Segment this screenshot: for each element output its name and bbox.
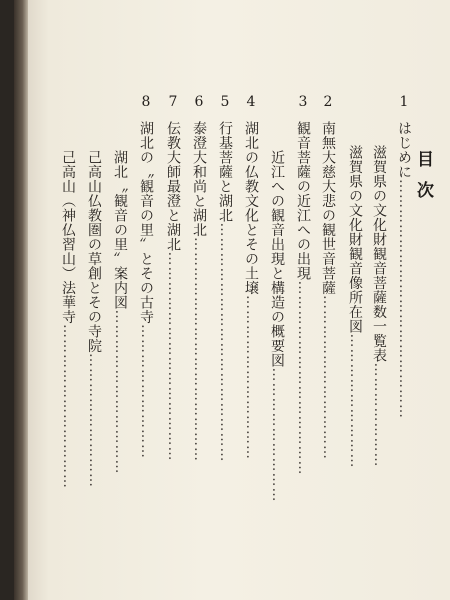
toc-entry (270, 150, 284, 503)
toc-entry (192, 95, 206, 462)
toc-entry (61, 150, 75, 489)
entry-title: 湖北の〝観音の里〟とその古寺 (138, 121, 154, 324)
toc-entry (139, 95, 153, 459)
page-gutter (14, 0, 28, 600)
leader-dots: ……………………… (269, 367, 285, 503)
entry-title: 滋賀県の文化財観音像所在図 (347, 145, 363, 334)
leader-dots: ……………………… (347, 333, 363, 469)
entry-number: 7 (168, 95, 178, 109)
toc-entry (244, 95, 258, 460)
book-page (14, 0, 450, 600)
entry-title: はじめに (396, 121, 412, 179)
toc-entry (397, 95, 411, 419)
leader-dots: ……………………… (86, 353, 102, 488)
leader-dots: …………………………… (60, 324, 76, 489)
entry-title: 観音菩薩の近江への出現 (295, 121, 311, 281)
leader-dots: ………………………………… (295, 280, 311, 476)
leader-dots: ……………………… (138, 324, 154, 459)
entry-number: 1 (399, 95, 409, 109)
toc-entry (321, 95, 335, 460)
leader-dots: ………………… (371, 362, 387, 468)
toc-entry (296, 95, 310, 476)
entry-title: 己高山（神仏習山）法華寺 (60, 150, 76, 324)
entry-title: 南無大慈大悲の観世音菩薩 (320, 121, 336, 295)
entry-title: 近江への観音出現と構造の概要図 (269, 150, 285, 368)
entry-title: 湖北〝観音の里〟案内図 (112, 150, 128, 310)
leader-dots: ………………………………………… (396, 179, 412, 419)
entry-title: 滋賀県の文化財観音菩薩数一覧表 (371, 145, 387, 363)
toc-entry (113, 150, 127, 475)
toc-entry (87, 150, 101, 488)
leader-dots: ………………………………………… (217, 222, 233, 463)
leader-dots: ……………………………………… (191, 237, 207, 462)
toc-entry (372, 145, 386, 468)
entry-title: 泰澄大和尚と湖北 (191, 121, 207, 237)
leader-dots: …………………………… (320, 295, 336, 460)
entry-number: 8 (141, 95, 151, 109)
entry-title: 湖北の仏教文化とその土壌 (243, 121, 259, 295)
toc-heading: 目次 (413, 150, 433, 212)
leader-dots: …………………………… (243, 295, 259, 460)
entry-number: 2 (323, 95, 333, 109)
toc-entry (218, 95, 232, 463)
entry-number: 5 (220, 95, 230, 109)
entry-number: 3 (298, 95, 308, 109)
leader-dots: …………………………… (112, 309, 128, 475)
toc-entry (348, 145, 362, 469)
entry-number: 4 (246, 95, 256, 109)
leader-dots: …………………………………… (165, 251, 181, 462)
entry-number: 6 (194, 95, 204, 109)
entry-title: 行基菩薩と湖北 (217, 121, 233, 223)
entry-title: 伝教大師最澄と湖北 (165, 121, 181, 252)
toc-entry (166, 95, 180, 462)
entry-title: 己高山仏教圏の草創とその寺院 (86, 150, 102, 353)
